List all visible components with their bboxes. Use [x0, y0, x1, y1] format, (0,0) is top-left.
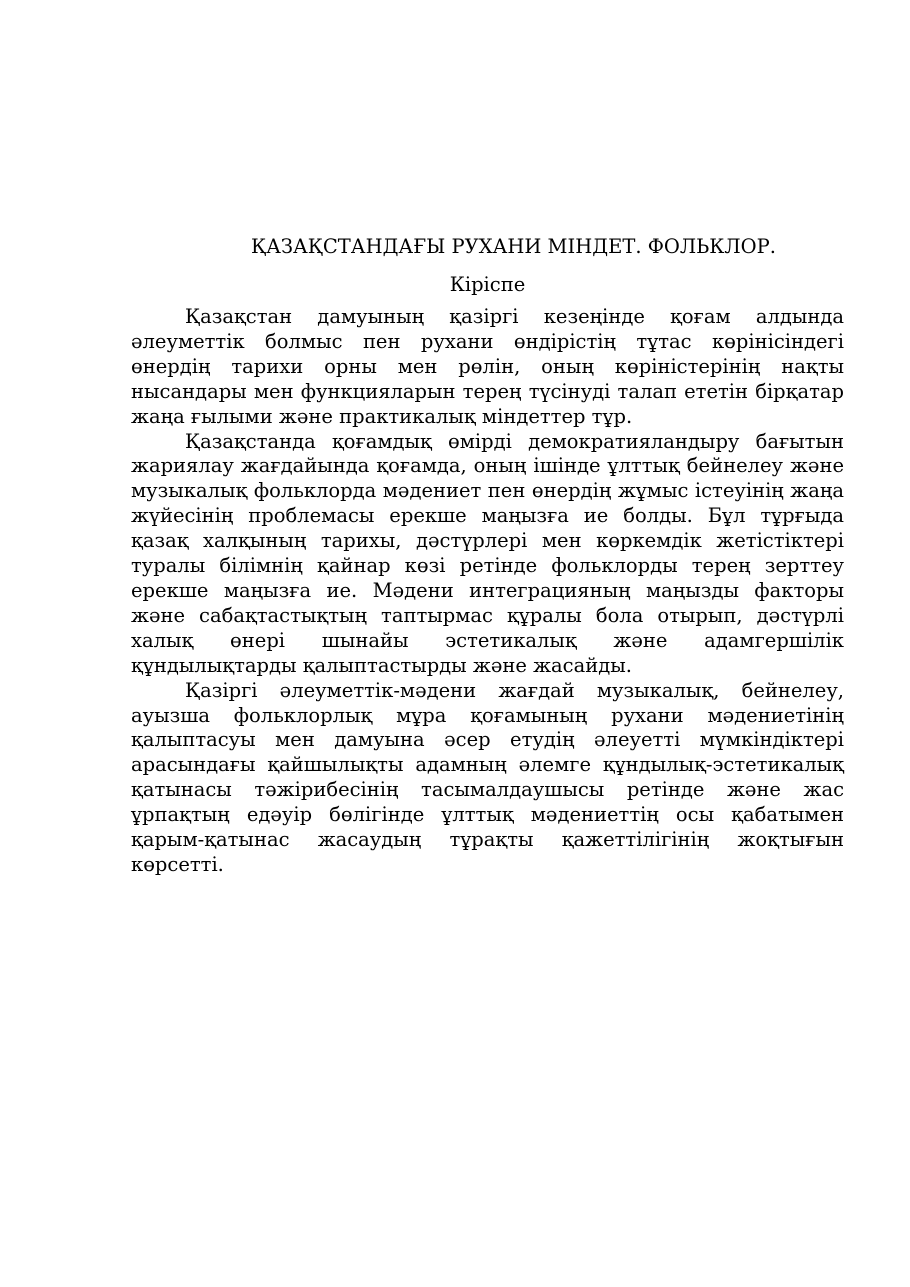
document-title: ҚАЗАҚСТАНДАҒЫ РУХАНИ МІНДЕТ. ФОЛЬКЛОР.: [251, 235, 776, 258]
paragraph-3: Қазіргі әлеуметтік-мәдени жағдай музыкалық, бейнелеу, ауызша фольклорлық мұра қоғамының рухани мәдениетінің қалыптасуы мен дамуына әсер етудің әлеуетті мүмкіндіктері арасындағы қайшылықты адамның әлемге құндылық-эстетикалық қатынасы тәжірибесінің тасымалдаушысы ретінде және жас ұрпақтың едәуір бөлігінде ұлттық мәдениеттің осы қабатымен қарым-қатынас жасаудың тұрақты қажеттілігінің жоқтығын көрсетті.: [131, 678, 844, 876]
section-heading: Кіріспе: [449, 273, 526, 296]
paragraph-2: Қазақстанда қоғамдық өмірді демократияландыру бағытын жариялау жағдайында қоғамда, оның ішінде ұлттық бейнелеу және музыкалық фольклорда мәдениет пен өнердің жұмыс істеуінің жаңа жүйесінің проблемасы ерекше маңызға ие болды. Бұл тұрғыда қазақ халқының тарихы, дәстүрлері мен көркемдік жетістіктері туралы білімнің қайнар көзі ретінде фольклорды терең зерттеу ерекше маңызға ие. Мәдени интеграцияның маңызды факторы және сабақтастықтың таптырмас құралы бола отырып, дәстүрлі халық өнері шынайы эстетикалық және адамгершілік құндылықтарды қалыптастырды және жасайды.: [131, 429, 844, 677]
paragraph-1: Қазақстан дамуының қазіргі кезеңінде қоғам алдында әлеуметтік болмыс пен рухани өндірістің тұтас көрінісіндегі өнердің тарихи орны мен рөлін, оның көріністерінің нақты нысандары мен функцияларын терең түсінуді талап ететін бірқатар жаңа ғылыми және практикалық міндеттер тұр.: [131, 305, 844, 428]
document-body: [131, 233, 844, 878]
